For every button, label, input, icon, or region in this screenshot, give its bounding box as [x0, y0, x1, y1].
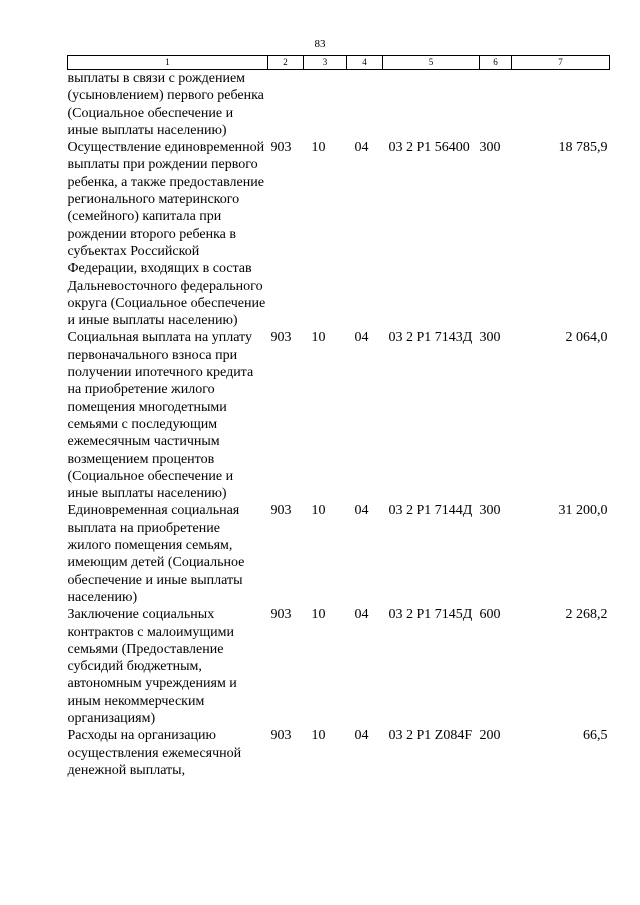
row-amount: 31 200,0 — [558, 503, 608, 519]
row-target-article: 03 2 P1 56400 — [388, 140, 470, 156]
row-expense-type: 300 — [479, 140, 501, 156]
row-description: Единовременная социальная выплата на приобретение жилого помещения семьям, имеющим детей (Социальное обеспечение и иные выплаты населению) — [67, 503, 245, 605]
row-description: Осуществление единовременной выплаты при рождении первого ребенка, а также предоставление регионального материнского (семейного) капитала при рождении второго ребенка в субъектах Российской Федерации, входящих в состав Дальневосточного федерального округа (Социальное обеспечение и иные выплаты населению) — [67, 140, 266, 329]
row-subsection: 04 — [354, 503, 369, 519]
row-expense-type: 300 — [479, 330, 501, 346]
row-expense-type: 600 — [479, 607, 501, 623]
row-section: 10 — [311, 140, 326, 156]
header-col-3: 3 — [304, 56, 347, 70]
row-section — [304, 70, 347, 140]
row-amount: 2 064,0 — [565, 330, 608, 346]
table-row — [68, 606, 610, 727]
table-row — [68, 727, 610, 779]
table-row — [68, 70, 610, 140]
row-target-article: 03 2 P1 7145Д — [388, 607, 473, 623]
row-grbs: 903 — [270, 503, 292, 519]
row-amount: 2 268,2 — [565, 607, 608, 623]
header-col-7: 7 — [512, 56, 610, 70]
row-amount: 18 785,9 — [558, 140, 608, 156]
row-subsection: 04 — [354, 607, 369, 623]
row-target-article: 03 2 P1 7144Д — [388, 503, 473, 519]
page-number: 83 — [314, 38, 326, 50]
row-section: 10 — [311, 728, 326, 744]
budget-table — [67, 55, 610, 779]
row-description: Заключение социальных контрактов с малоимущими семьями (Предоставление субсидий бюджетным, автономным учреждениям и иным некоммерческим организациям) — [67, 607, 237, 726]
header-row — [68, 56, 610, 70]
header-col-6: 6 — [480, 56, 512, 70]
row-section: 10 — [311, 503, 326, 519]
row-amount — [512, 70, 610, 140]
row-target-article — [383, 70, 480, 140]
row-amount: 66,5 — [583, 728, 608, 744]
row-subsection — [347, 70, 383, 140]
row-description: выплаты в связи с рождением (усыновлением) первого ребенка (Социальное обеспечение и иные выплаты населению) — [67, 71, 264, 138]
row-grbs: 903 — [270, 140, 292, 156]
header-col-4: 4 — [347, 56, 383, 70]
table-row — [68, 139, 610, 329]
row-grbs: 903 — [270, 728, 292, 744]
row-grbs — [268, 70, 304, 140]
row-expense-type: 300 — [479, 503, 501, 519]
row-subsection: 04 — [354, 330, 369, 346]
header-col-5: 5 — [383, 56, 480, 70]
row-expense-type: 200 — [479, 728, 501, 744]
row-section: 10 — [311, 607, 326, 623]
row-grbs: 903 — [270, 607, 292, 623]
row-description: Социальная выплата на уплату первоначального взноса при получении ипотечного кредита на приобретение жилого помещения многодетными семьями с последующим ежемесячным частичным возмещением процентов (Социальное обеспечение и иные выплаты населению) — [67, 330, 254, 502]
row-expense-type — [480, 70, 512, 140]
row-section: 10 — [311, 330, 326, 346]
table-row — [68, 329, 610, 502]
header-col-2: 2 — [268, 56, 304, 70]
row-target-article: 03 2 P1 Z084F — [388, 728, 473, 744]
row-subsection: 04 — [354, 140, 369, 156]
header-col-1: 1 — [68, 56, 268, 70]
row-grbs: 903 — [270, 330, 292, 346]
table-row — [68, 502, 610, 606]
row-description: Расходы на организацию осуществления ежемесячной денежной выплаты, — [67, 728, 242, 778]
row-subsection: 04 — [354, 728, 369, 744]
row-target-article: 03 2 P1 7143Д — [388, 330, 473, 346]
